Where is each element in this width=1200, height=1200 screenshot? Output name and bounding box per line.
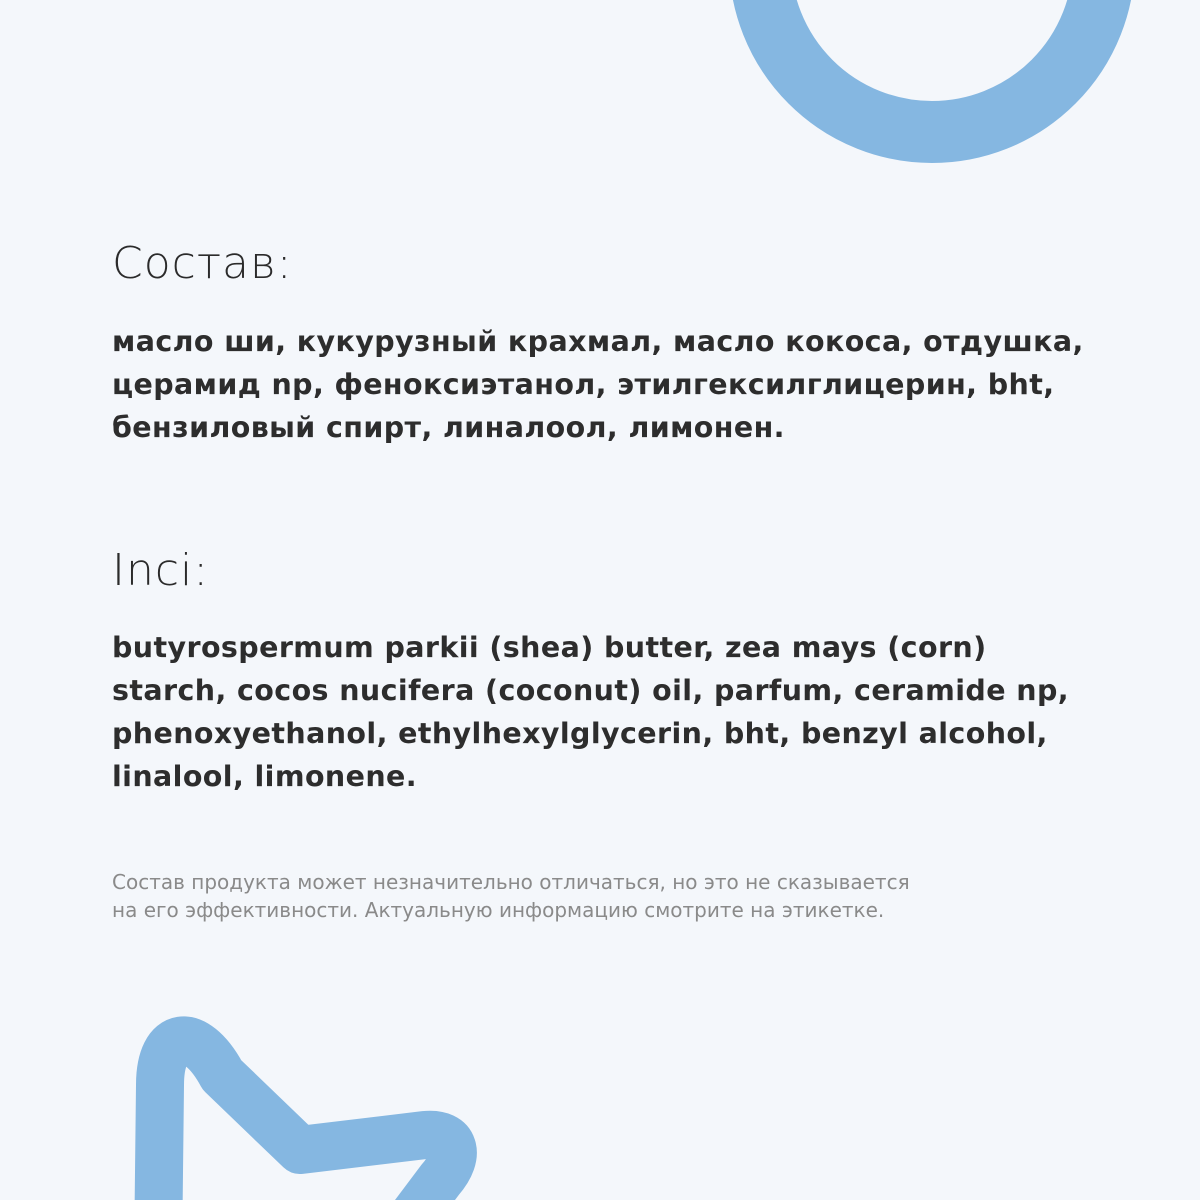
- inci-text: butyrospermum parkii (shea) butter, zea mays (corn) starch, cocos nucifera (coconut) oil, parfum, ceramide np, phenoxyethanol, ethylhexylglycerin, bht, benzyl alcohol, linalool, limonene.: [112, 631, 1069, 793]
- star-shape: [158, 1040, 453, 1200]
- ring-shape: [760, 0, 1104, 132]
- inci-heading: Inci:: [112, 545, 210, 596]
- composition-heading: Состав:: [112, 238, 293, 289]
- disclaimer-line-1: Состав продукта может незначительно отличаться, но это не сказывается: [112, 870, 910, 894]
- disclaimer-line-2: на его эффективности. Актуальную информацию смотрите на этикетке.: [112, 898, 885, 922]
- composition-text: масло ши, кукурузный крахмал, масло кокоса, отдушка, церамид np, феноксиэтанол, этилгексилглицерин, bht, бензиловый спирт, линалоол, лимонен.: [112, 325, 1084, 444]
- disclaimer-note: [112, 868, 1102, 924]
